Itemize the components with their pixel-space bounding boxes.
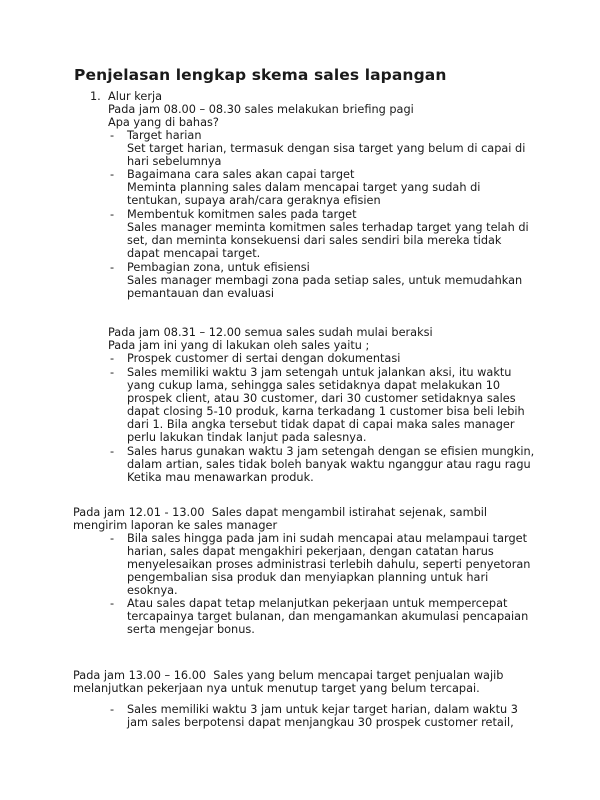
bullet-text: dapat closing 5-10 produk, karna terkadang 1 customer bisa beli lebih xyxy=(127,405,525,418)
list-number: 1. xyxy=(90,90,101,103)
bullet-text: serta mengejar bonus. xyxy=(127,623,255,636)
intro-line: mengirim laporan ke sales manager xyxy=(73,519,278,532)
bullet-text: Sales memiliki waktu 3 jam untuk kejar target harian, dalam waktu 3 xyxy=(127,703,518,716)
bullet-text: Bila sales hingga pada jam ini sudah mencapai atau melampaui target xyxy=(127,532,528,545)
bullet-dash: - xyxy=(110,208,115,221)
bullet-dash: - xyxy=(110,366,115,379)
bullet-text: tentukan, supaya arah/cara geraknya efisien xyxy=(127,194,381,207)
page-title: Penjelasan lengkap skema sales lapangan xyxy=(74,66,447,84)
bullet-text: dalam artian, sales tidak boleh banyak waktu nganggur atau ragu ragu xyxy=(127,458,531,471)
bullet-text: hari sebelumnya xyxy=(127,155,222,168)
intro-line: Pada jam ini yang di lakukan oleh sales yaitu ; xyxy=(108,339,370,352)
bullet-text: Meminta planning sales dalam mencapai target yang sudah di xyxy=(127,181,481,194)
intro-line: Apa yang di bahas? xyxy=(108,116,219,129)
intro-line: Pada jam 08.31 – 12.00 semua sales sudah mulai beraksi xyxy=(108,326,433,339)
bullet-text: Prospek customer di sertai dengan dokumentasi xyxy=(127,352,401,365)
bullet-text: yang cukup lama, sehingga sales setidaknya dapat melakukan 10 xyxy=(127,379,501,392)
bullet-title: Membentuk komitmen sales pada target xyxy=(127,208,357,221)
intro-line: melanjutkan pekerjaan nya untuk menutup target yang belum tercapai. xyxy=(73,682,480,695)
bullet-dash: - xyxy=(110,703,115,716)
bullet-text: Atau sales dapat tetap melanjutkan pekerjaan untuk mempercepat xyxy=(127,597,508,610)
bullet-text: menyelesaikan proses administrasi terlebih dahulu, seperti penyetoran xyxy=(127,558,531,571)
bullet-text: dapat mencapai target. xyxy=(127,247,261,260)
bullet-text: Ketika mau menawarkan produk. xyxy=(127,471,314,484)
bullet-text: pengembalian sisa produk dan menyiapkan planning untuk hari xyxy=(127,571,489,584)
intro-line: Pada jam 13.00 – 16.00 Sales yang belum mencapai target penjualan wajib xyxy=(73,669,504,682)
bullet-text: tercapainya target bulanan, dan mengamankan akumulasi pencapaian xyxy=(127,610,529,623)
bullet-text: Sales manager meminta komitmen sales terhadap target yang telah di xyxy=(127,221,529,234)
bullet-text: jam sales berpotensi dapat menjangkau 30 prospek customer retail, xyxy=(127,716,514,729)
bullet-dash: - xyxy=(110,597,115,610)
bullet-dash: - xyxy=(110,532,115,545)
bullet-text: set, dan meminta konsekuensi dari sales sendiri bila mereka tidak xyxy=(127,234,502,247)
bullet-dash: - xyxy=(110,352,115,365)
intro-line: Pada jam 08.00 – 08.30 sales melakukan briefing pagi xyxy=(108,103,414,116)
bullet-text: dari 1. Bila angka tersebut tidak dapat di capai maka sales manager xyxy=(127,418,515,431)
bullet-text: prospek client, atau 30 customer, dari 30 customer setidaknya sales xyxy=(127,392,516,405)
bullet-text: pemantauan dan evaluasi xyxy=(127,287,275,300)
bullet-dash: - xyxy=(110,261,115,274)
section-heading: Alur kerja xyxy=(108,90,163,103)
bullet-text: esoknya. xyxy=(127,584,178,597)
bullet-text: Sales memiliki waktu 3 jam setengah untuk jalankan aksi, itu waktu xyxy=(127,366,512,379)
bullet-title: Target harian xyxy=(127,129,202,142)
bullet-dash: - xyxy=(110,445,115,458)
bullet-title: Bagaimana cara sales akan capai target xyxy=(127,168,355,181)
bullet-text: Set target harian, termasuk dengan sisa target yang belum di capai di xyxy=(127,142,526,155)
intro-line: Pada jam 12.01 - 13.00 Sales dapat mengambil istirahat sejenak, sambil xyxy=(73,506,488,519)
bullet-text: perlu lakukan tindak lanjut pada salesnya. xyxy=(127,431,367,444)
bullet-text: Sales manager membagi zona pada setiap sales, untuk memudahkan xyxy=(127,274,523,287)
bullet-dash: - xyxy=(110,168,115,181)
bullet-text: Sales harus gunakan waktu 3 jam setengah dengan se efisien mungkin, xyxy=(127,445,535,458)
bullet-title: Pembagian zona, untuk efisiensi xyxy=(127,261,310,274)
bullet-text: harian, sales dapat mengakhiri pekerjaan, dengan catatan harus xyxy=(127,545,494,558)
bullet-dash: - xyxy=(110,129,115,142)
